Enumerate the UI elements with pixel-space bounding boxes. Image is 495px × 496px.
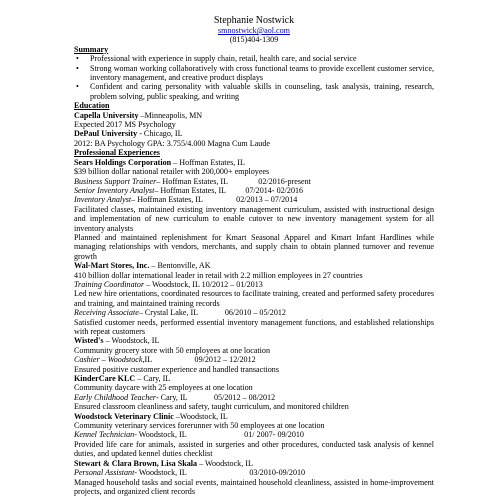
company-location: – Woodstock, IL — [104, 336, 160, 345]
company-description: Community veterinary services forerunner with 50 employees at one location — [74, 421, 434, 430]
candidate-name: Stephanie Nostwick — [74, 15, 434, 26]
role-title: Early Childhood Teacher — [74, 393, 156, 402]
role-location: - Woodstock, IL — [134, 430, 244, 439]
company-description: 410 billion dollar international leader in retail with 2.2 million employees in 27 countries — [74, 271, 434, 280]
role-title: Business Support Trainer — [74, 177, 156, 186]
employer-kindercare — [74, 374, 434, 383]
role-location: – Hoffman Estates, IL — [154, 186, 245, 195]
role-title: Inventory Analyst — [74, 195, 131, 204]
company-name: Wisted's — [74, 336, 104, 345]
role-location: – Crystal Lake, IL — [139, 308, 225, 317]
education-capella-degree: Expected 2017 MS Psychology — [74, 120, 434, 129]
school-location: - Chicago, IL — [137, 129, 182, 138]
role-description: Planned and maintained replenishment for Kmart Seasonal Apparel and Kmart Infant Hardlines while managing relationships with vendors, merchants, and supply chain to obtain planned turnover and revenue growth — [74, 233, 434, 261]
company-description: Community grocery store with 50 employees at one location — [74, 346, 434, 355]
role-line — [74, 308, 434, 317]
role-line — [74, 430, 434, 439]
education-depaul-degree: 2012: BA Psychology GPA: 3.755/4.000 Magna Cum Laude — [74, 139, 434, 148]
role-location: - Woodstock, IL — [134, 468, 249, 477]
role-line — [74, 280, 434, 289]
company-name: Sears Holdings Corporation — [74, 158, 171, 167]
employer-wisteds — [74, 336, 434, 345]
summary-bullet: • Professional with experience in supply chain, retail, health care, and social service — [74, 54, 434, 63]
company-location: – Bentonville, AK — [149, 261, 210, 270]
employer-vet-clinic — [74, 412, 434, 421]
school-name: DePaul University — [74, 129, 137, 138]
role-description: Provided life care for animals, assisted in surgeries and other procedures, conducted task analysis of kennel duties, and updated kennel duties checklist — [74, 440, 434, 459]
role-description: Facilitated classes, maintained existing inventory management curriculum, assisted with instructional design and implementation of new curriculum to enable cutover to new inventory management system for all inventory analysts — [74, 205, 434, 233]
role-title: Senior Inventory Analyst — [74, 186, 154, 195]
phone-number: (815)404-1309 — [74, 35, 434, 44]
education-heading: Education — [74, 101, 434, 110]
resume-page — [74, 15, 434, 496]
company-location: – Hoffman Estates, IL — [171, 158, 245, 167]
company-location: – Woodstock, IL — [197, 459, 253, 468]
role-dates: 02/2016-present — [258, 177, 311, 186]
employer-sears — [74, 158, 434, 167]
summary-bullet: • Confident and caring personality with valuable skills in counseling, task analysis, training, research, problem solving, public speaking, and writing — [74, 82, 434, 101]
role-location: - Cary, IL — [156, 393, 214, 402]
role-dates: 05/2012 – 08/2012 — [214, 393, 275, 402]
company-name: Wal-Mart Stores, Inc. — [74, 261, 149, 270]
employer-stewart-brown — [74, 459, 434, 468]
summary-bullet: • Strong woman working collaboratively with cross functional teams to provide excellent customer service, inventory management, and creative product displays — [74, 64, 434, 83]
company-location: –Woodstock, IL — [174, 412, 228, 421]
role-description: Ensured positive customer experience and handled transactions — [74, 365, 434, 374]
email-link[interactable]: smnostwick@aol.com — [74, 26, 434, 35]
summary-list — [74, 54, 434, 101]
role-line — [74, 177, 434, 186]
company-name: Woodstock Veterinary Clinic — [74, 412, 174, 421]
employer-walmart — [74, 261, 434, 270]
role-description: Managed household tasks and social events, maintained household cleanliness, assisted in home-improvement projects, and organized client records — [74, 478, 434, 496]
role-title: Cashier – Woodstock, — [74, 355, 145, 364]
role-line — [74, 195, 434, 204]
role-description: Led new hire orientations, coordinated resources to facilitate training, created and performed safety procedures and training, and maintained training records — [74, 289, 434, 308]
role-location: – Hoffman Estates, IL — [131, 195, 236, 204]
role-dates: 02/2013 – 07/2014 — [236, 195, 297, 204]
school-location: –Minneapolis, MN — [139, 111, 203, 120]
role-location-dates: – Woodstock, IL 10/2012 – 01/2013 — [144, 280, 263, 289]
company-name: Stewart & Clara Brown, Lisa Skala — [74, 459, 197, 468]
company-name: KinderCare KLC — [74, 374, 135, 383]
role-dates: 01/ 2007- 09/2010 — [244, 430, 304, 439]
company-description: Community daycare with 25 employees at one location — [74, 383, 434, 392]
role-line — [74, 393, 434, 402]
experience-heading: Professional Experiences — [74, 148, 434, 157]
role-dates: 03/2010-09/2010 — [249, 468, 305, 477]
role-line — [74, 468, 434, 477]
company-description: $39 billion dollar national retailer with 200,000+ employees — [74, 167, 434, 176]
role-line — [74, 186, 434, 195]
role-title: Receiving Associate — [74, 308, 139, 317]
education-capella — [74, 111, 434, 120]
role-title: Personal Assistant — [74, 468, 134, 477]
role-dates: 07/2014- 02/2016 — [245, 186, 303, 195]
role-description: Ensured classroom cleanliness and safety, taught curriculum, and monitored children — [74, 402, 434, 411]
school-name: Capella University — [74, 111, 139, 120]
resume-header — [74, 15, 434, 45]
role-title: Kennel Technician — [74, 430, 134, 439]
role-location: IL — [145, 355, 195, 364]
role-dates: 09/2012 – 12/2012 — [195, 355, 256, 364]
education-depaul — [74, 129, 434, 138]
role-line — [74, 355, 434, 364]
summary-heading: Summary — [74, 45, 434, 54]
company-location: – Cary, IL — [135, 374, 170, 383]
role-title: Training Coordinator — [74, 280, 144, 289]
role-location: – Hoffman Estates, IL — [156, 177, 258, 186]
role-description: Satisfied customer needs, performed essential inventory management functions, and established relationships with repeat customers — [74, 318, 434, 337]
role-dates: 06/2010 – 05/2012 — [225, 308, 286, 317]
